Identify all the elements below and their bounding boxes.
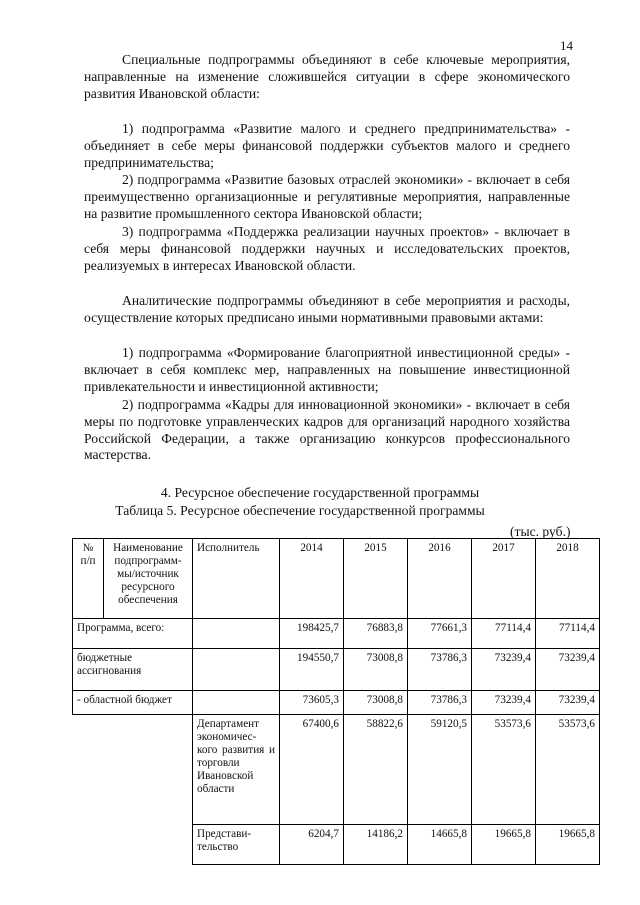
paragraph-analytic-1: 1) подпрограмма «Формирование благоприятной инвестиционной среды» - включает в себя комплекс мер, направленных на повышение инвестиционной привлекательности и инвестиционной активности; (84, 345, 570, 394)
paragraph-analytic: Аналитические подпрограммы объединяют в себе мероприятия и расходы, осуществление которых предписано иными нормативными правовыми актами: (84, 293, 570, 325)
paragraph-analytic-2: 2) подпрограмма «Кадры для инновационной экономики» - включает в себя меры по подготовке управленческих кадров для организаций народного хозяйства Российской Федерации, а также организацию конкурсов профессионального мастерства. (84, 397, 570, 463)
cell-value: 53573,6 (536, 715, 600, 825)
header-name: Наименование подпрограмм-мы/источник ресурсного обеспечения (104, 539, 193, 619)
units-label: (тыс. руб.) (510, 524, 571, 539)
table-row (73, 715, 600, 825)
table-row (73, 619, 600, 649)
header-executor: Исполнитель (193, 539, 280, 619)
cell-value: 59120,5 (408, 715, 472, 825)
cell-value: 77114,4 (472, 619, 536, 649)
cell-value: 73008,8 (344, 691, 408, 715)
cell-value: 58822,6 (344, 715, 408, 825)
row-executor: Представи-тельство (193, 825, 280, 865)
table-row (73, 825, 600, 865)
cell-value: 53573,6 (472, 715, 536, 825)
table-header-row (73, 539, 600, 619)
cell-value: 14665,8 (408, 825, 472, 865)
cell-value: 73239,4 (472, 691, 536, 715)
cell-value: 77661,3 (408, 619, 472, 649)
table-row (73, 649, 600, 691)
cell-value: 67400,6 (280, 715, 344, 825)
paragraph-special: Специальные подпрограммы объединяют в себе ключевые мероприятия, направленные на изменение сложившейся ситуации в сфере экономического развития Ивановской области: (84, 52, 570, 101)
row-label (73, 715, 193, 825)
cell-value: 73008,8 (344, 649, 408, 691)
row-label: бюджетные ассигнования (73, 649, 193, 691)
row-executor (193, 649, 280, 691)
cell-value: 73786,3 (408, 691, 472, 715)
cell-value: 14186,2 (344, 825, 408, 865)
header-year: 2014 (280, 539, 344, 619)
section-title: 4. Ресурсное обеспечение государственной программы (160, 485, 480, 500)
cell-value: 73239,4 (472, 649, 536, 691)
row-executor (193, 619, 280, 649)
header-num: № п/п (73, 539, 104, 619)
row-label: - областной бюджет (73, 691, 193, 715)
table-row (73, 691, 600, 715)
cell-value: 6204,7 (280, 825, 344, 865)
row-executor (193, 691, 280, 715)
cell-value: 194550,7 (280, 649, 344, 691)
paragraph-sub2: 2) подпрограмма «Развитие базовых отраслей экономики» - включает в себя преимущественно организационные и регулятивные мероприятия, направленные на развитие промышленного сектора Ивановской области; (84, 172, 570, 221)
cell-value: 73605,3 (280, 691, 344, 715)
cell-value: 73786,3 (408, 649, 472, 691)
header-year: 2017 (472, 539, 536, 619)
cell-value: 19665,8 (472, 825, 536, 865)
cell-value: 198425,7 (280, 619, 344, 649)
header-year: 2015 (344, 539, 408, 619)
cell-value: 73239,4 (536, 649, 600, 691)
row-executor: Департамент экономичес-кого развития и торговли Ивановской области (193, 715, 280, 825)
cell-value: 76883,8 (344, 619, 408, 649)
table-title: Таблица 5. Ресурсное обеспечение государственной программы (115, 503, 485, 518)
paragraph-sub3: 3) подпрограмма «Поддержка реализации научных проектов» - включает в себя меры финансовой поддержки научных и исследовательских проектов, реализуемых в интересах Ивановской области. (84, 224, 570, 273)
paragraph-sub1: 1) подпрограмма «Развитие малого и среднего предпринимательства» - объединяет в себе меры финансовой поддержки субъектов малого и среднего предпринимательства; (84, 121, 570, 170)
row-label: Программа, всего: (73, 619, 193, 649)
resource-table (72, 538, 600, 865)
header-year: 2016 (408, 539, 472, 619)
cell-value: 73239,4 (536, 691, 600, 715)
cell-value: 19665,8 (536, 825, 600, 865)
header-year: 2018 (536, 539, 600, 619)
cell-value: 77114,4 (536, 619, 600, 649)
row-label (73, 825, 193, 865)
page-number: 14 (560, 38, 573, 53)
